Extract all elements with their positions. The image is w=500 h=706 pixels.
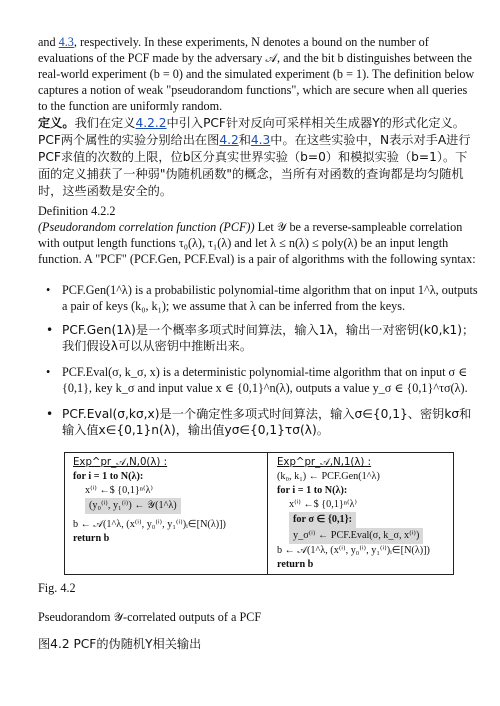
figure-label: Fig. 4.2 [38,581,76,595]
paragraph-intro [38,34,478,114]
definition-heading: Definition 4.2.2 [38,204,116,218]
bullet-text: PCF.Eval(σ, k_σ, x) is a deterministic polynomial-time algorithm that on input σ ∈ {0,1}, key k_σ and input value x ∈ {0,1}^n(λ), outputs a value y_σ ∈ {0,1}^τσ(λ). [62,365,468,395]
intro-text-pre: and [38,35,59,49]
definition-body [38,219,478,267]
link-fig-4-3[interactable]: 4.3 [58,35,74,49]
link-fig-4-2[interactable]: 4.2 [219,133,239,147]
zh-text-2: 中引入PCF针对反向可采样相关生成器Y的形式化定义。PCF两个属性的实验分别给出在图 [38,116,465,147]
experiment-line: b ← 𝒜(1^λ, (x⁽ⁱ⁾, y₀⁽ⁱ⁾, y₁⁽ⁱ⁾)ᵢ∈[N(λ)]) [277,545,430,556]
experiment-line: (k₀, k₁) ← PCF.Gen(1^λ) [277,471,380,482]
experiment-line: for i = 1 to N(λ): [277,485,348,496]
intro-text-post: , respectively. In these experiments, N denotes a bound on the number of evaluations of the PCF made by the adversary 𝒜, and the bit b distinguishes between the real-world experiment (b = 0) and the simulated experiment (b = 1). The definition below captures a notion of weak "pseudorandom functions", which are secure when all queries to the function are uniformly random. [38,35,475,113]
bullet-dot-icon: • [46,323,54,337]
bullet-text: PCF.Gen(1λ)是一个概率多项式时间算法，输入1λ，输出一对密钥(k0,k1)；我们假设λ可以从密钥中推断出来。 [62,323,475,353]
bullet-eval-zh [48,406,478,438]
experiment-line: x⁽ⁱ⁾ ←$ {0,1}ⁿ⁽λ⁾ [85,485,153,496]
link-def-4-2-2[interactable]: 4.2.2 [135,116,167,130]
bullet-text: PCF.Eval(σ,kσ,x)是一个确定性多项式时间算法，输入σ∈{0,1}、密钥kσ和输入值x∈{0,1}n(λ)，输出值yσ∈{0,1}τσ(λ)。 [62,407,472,437]
bullet-dot-icon: • [46,283,51,297]
experiment-sim-title: Exp^pr_𝒜,N,1(λ) : [277,457,372,468]
zh-text-4: 中。在这些实验中，N表示对手A进行PCF求值的次数的上限，位b区分真实世界实验（b=0）和模拟实验（b=1）。下面的定义捕获了一种弱"伪随机函数"的概念，当所有对函数的查询都是均匀随机时，这些函数是安全的。 [38,133,471,198]
link-fig-4-3-zh[interactable]: 4.3 [250,133,271,147]
experiment-sim [277,456,449,572]
bullet-text: PCF.Gen(1^λ) is a probabilistic polynomial-time algorithm that on input 1^λ, outputs a pair of keys (k₀, k₁); we assume that λ can be inferred from the keys. [62,283,478,313]
bullet-gen-zh [48,322,478,354]
experiment-line: return b [73,533,110,544]
zh-text-1: 我们在定义 [74,116,136,130]
experiment-real-title: Exp^pr_𝒜,N,0(λ) : [73,457,168,468]
figure-caption-zh: 图4.2 PCF的伪随机Y相关输出 [38,637,202,651]
experiment-line: return b [277,559,314,570]
definition-title: (Pseudorandom correlation function (PCF)) [38,220,255,234]
experiment-line-highlight: (y₀⁽ⁱ⁾, y₁⁽ⁱ⁾) ← 𝒴(1^λ) [85,498,181,514]
bullet-dot-icon: • [46,407,54,421]
figure-divider [267,453,268,574]
bullet-gen-en [48,282,478,314]
zh-text-3: 和 [238,133,251,147]
experiment-real [73,456,263,546]
zh-label: 定义。 [38,116,75,130]
experiment-line: for i = 1 to N(λ): [73,471,144,482]
paragraph-zh [38,115,478,200]
bullet-dot-icon: • [46,365,51,379]
definition-text: Let 𝒴 be a reverse-sampleable correlation with output length functions τ₀(λ), τ₁(λ) and let λ ≤ n(λ) ≤ poly(λ) be an input length function. A "PCF" (PCF.Gen, PCF.Eval) is a pair of algorithms with the following syntax: [38,220,476,266]
experiment-figure [64,452,454,575]
experiment-line: x⁽ⁱ⁾ ←$ {0,1}ⁿ⁽λ⁾ [289,499,357,510]
experiment-line-highlight: for σ ∈ {0,1}: [289,512,356,528]
figure-caption: Pseudorandom 𝒴-correlated outputs of a PCF [38,610,262,624]
experiment-line: b ← 𝒜(1^λ, (x⁽ⁱ⁾, y₀⁽ⁱ⁾, y₁⁽ⁱ⁾)ᵢ∈[N(λ)]) [73,519,226,530]
bullet-eval-en [48,364,478,396]
experiment-line-highlight: y_σ⁽ⁱ⁾ ← PCF.Eval(σ, k_σ, x⁽ⁱ⁾) [289,528,423,544]
